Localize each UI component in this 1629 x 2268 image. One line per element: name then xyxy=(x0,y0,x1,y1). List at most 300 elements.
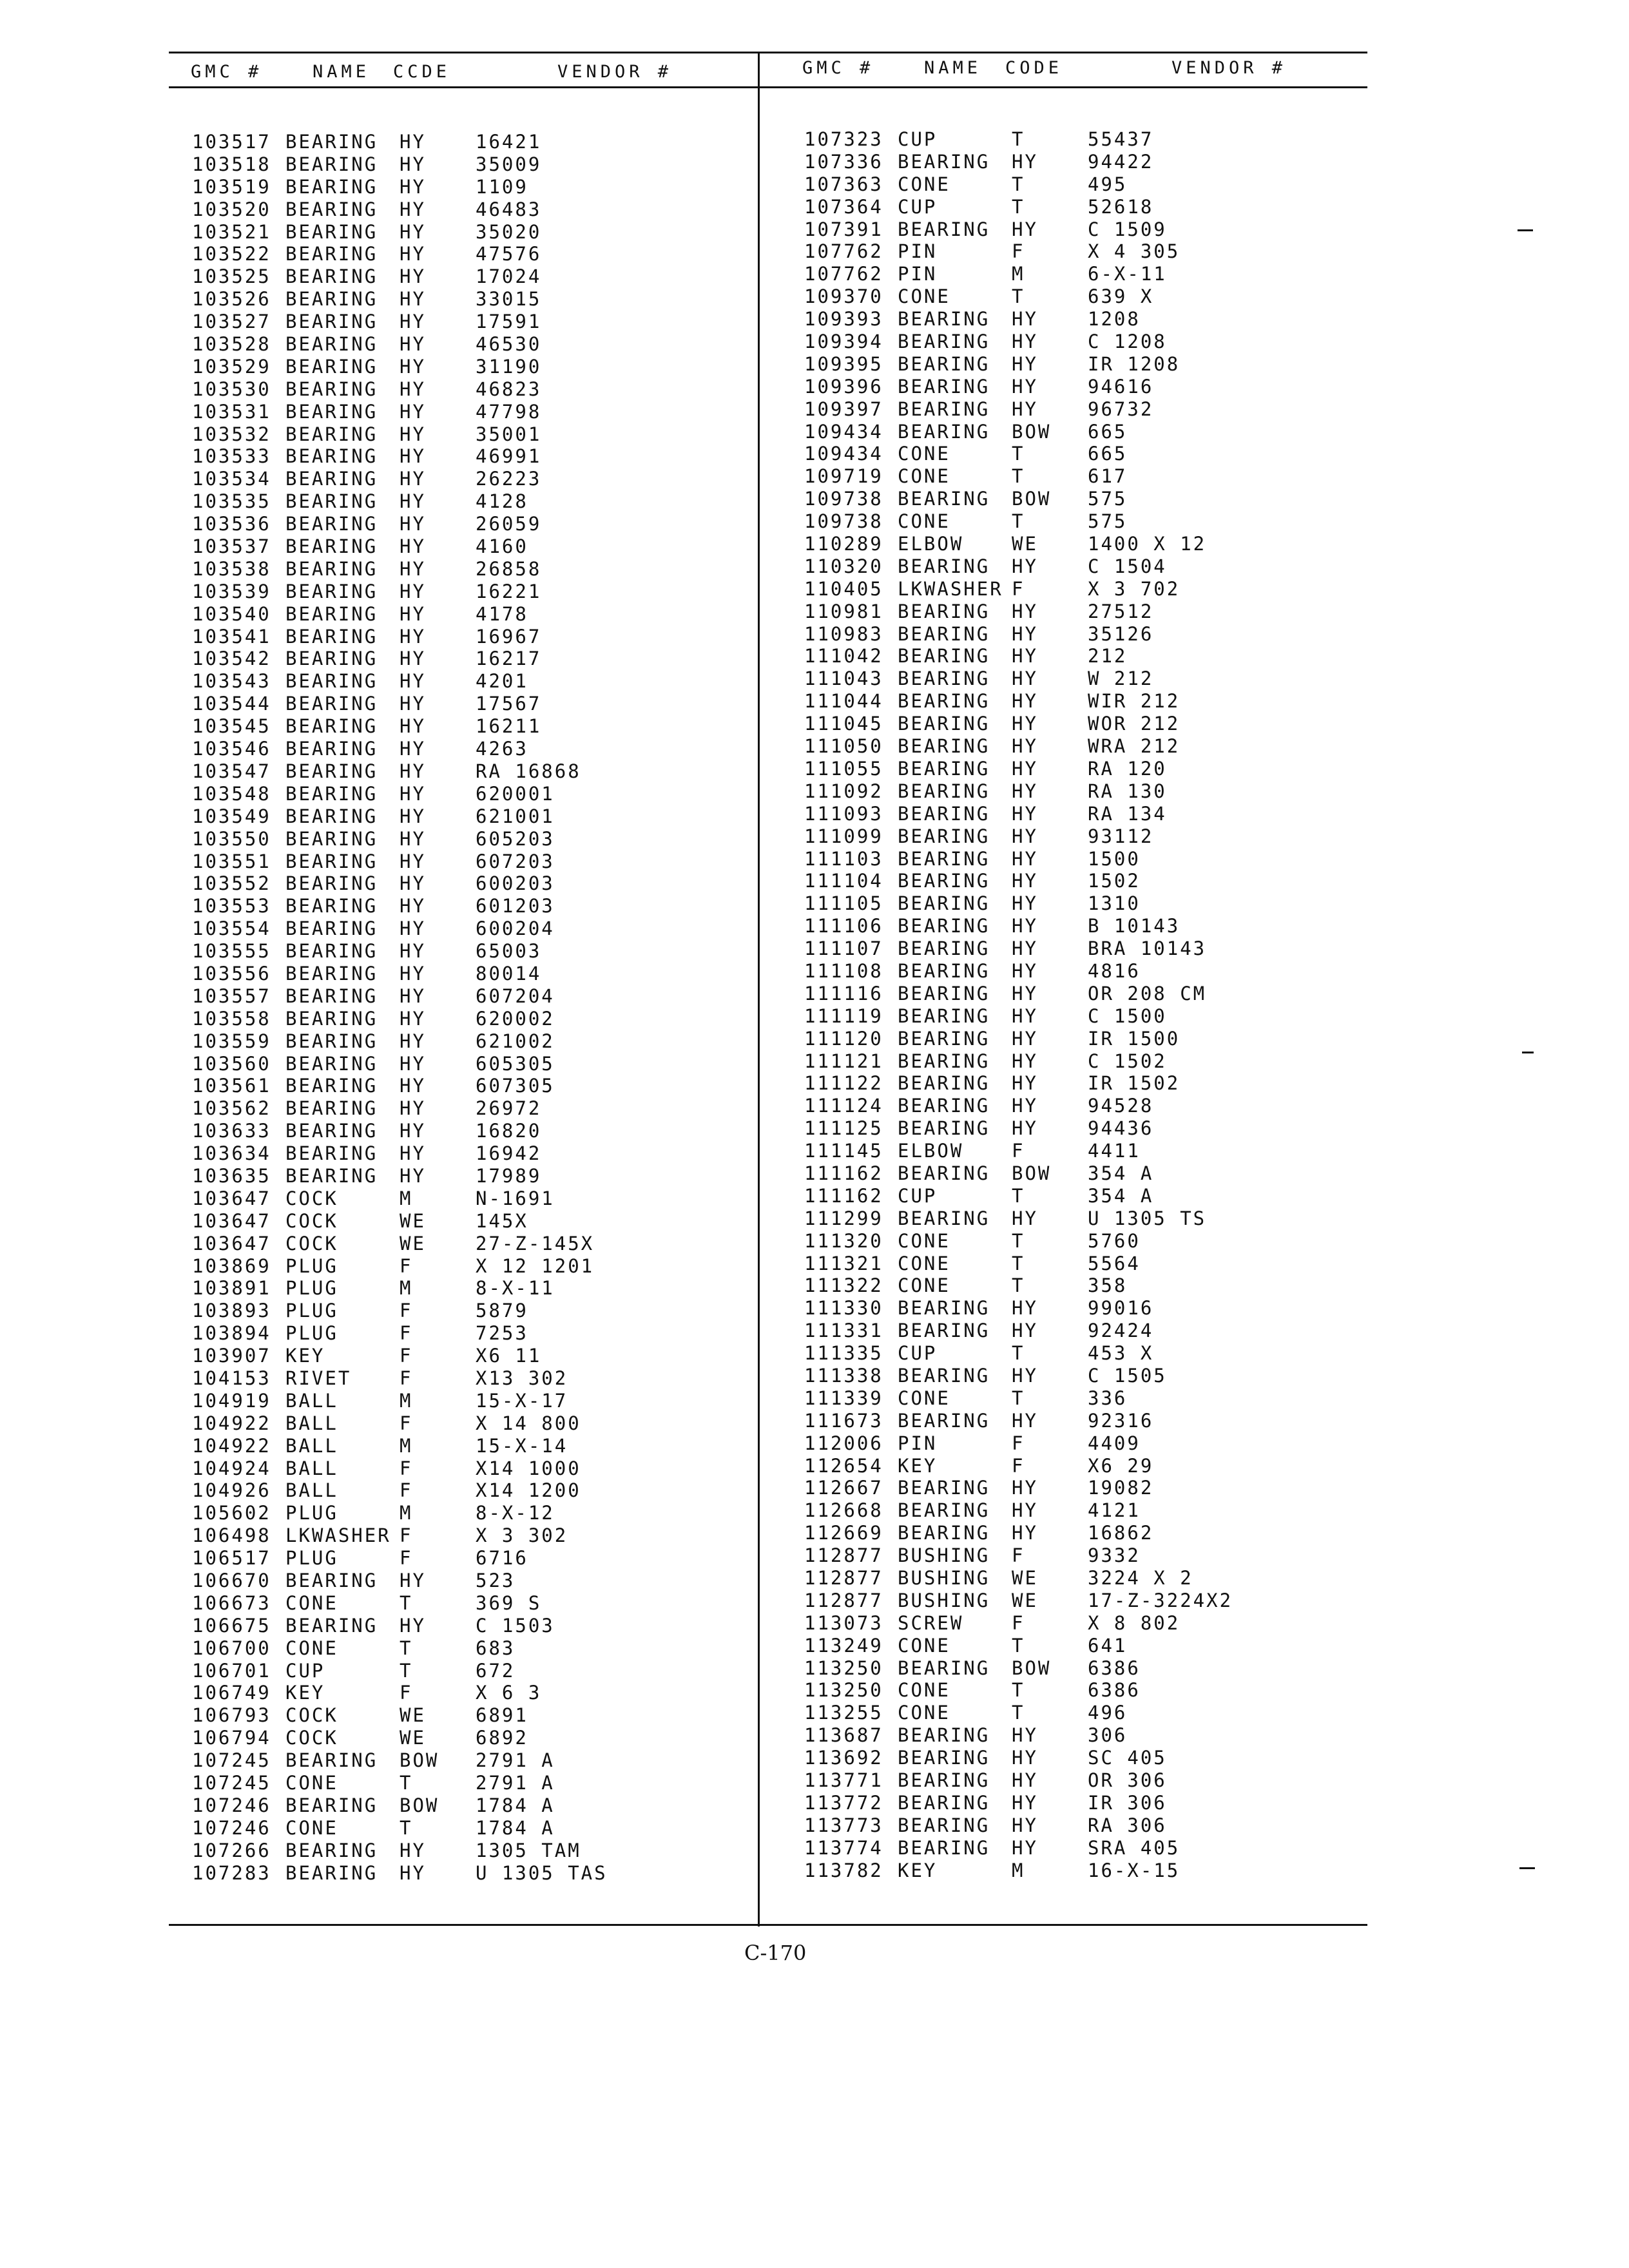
cell-gmc: 111335 xyxy=(804,1342,883,1365)
cell-name: KEY xyxy=(898,1454,938,1477)
cell-gmc: 111116 xyxy=(804,982,883,1004)
cell-code: HY xyxy=(1012,1769,1038,1792)
cell-code: F xyxy=(400,1457,413,1479)
cell-gmc: 110983 xyxy=(804,622,883,645)
cell-name: BEARING xyxy=(898,825,990,847)
cell-vendor: X 4 305 xyxy=(1088,240,1181,263)
cell-vendor: 523 xyxy=(476,1570,516,1591)
cell-gmc: 103533 xyxy=(192,445,271,468)
cell-code: HY xyxy=(400,400,426,423)
cell-vendor: 4178 xyxy=(476,602,528,625)
cell-name: BEARING xyxy=(285,760,378,782)
cell-code: HY xyxy=(400,625,426,648)
cell-code: F xyxy=(400,1479,413,1502)
cell-gmc: 103520 xyxy=(192,198,271,220)
cell-name: BUSHING xyxy=(898,1544,990,1567)
cell-vendor: 354 A xyxy=(1088,1162,1154,1184)
cell-code: HY xyxy=(400,602,426,625)
cell-code: HY xyxy=(400,1861,426,1884)
cell-vendor: RA 130 xyxy=(1088,780,1167,802)
cell-gmc: 104922 xyxy=(192,1434,271,1457)
cell-name: BEARING xyxy=(285,131,378,153)
cell-gmc: 109738 xyxy=(804,510,883,533)
cell-vendor: OR 306 xyxy=(1088,1769,1167,1792)
cell-vendor: RA 306 xyxy=(1088,1814,1167,1836)
cell-gmc: 103534 xyxy=(192,468,271,490)
cell-vendor: 7253 xyxy=(476,1322,528,1345)
cell-code: HY xyxy=(400,962,426,985)
cell-gmc: 106793 xyxy=(192,1704,271,1727)
cell-name: BEARING xyxy=(898,1320,990,1342)
cell-vendor: 5564 xyxy=(1088,1252,1141,1274)
cell-gmc: 107245 xyxy=(192,1772,271,1794)
cell-vendor: 145X xyxy=(476,1209,528,1232)
cell-code: T xyxy=(1012,1184,1025,1207)
cell-gmc: 113772 xyxy=(804,1791,883,1814)
cell-vendor: 35020 xyxy=(476,220,542,243)
cell-name: BEARING xyxy=(898,1004,990,1027)
cell-vendor: 99016 xyxy=(1088,1297,1154,1320)
cell-vendor: 47576 xyxy=(476,243,542,265)
cell-name: CUP xyxy=(898,1184,938,1207)
cell-code: WE xyxy=(400,1209,426,1232)
cell-vendor: 1208 xyxy=(1088,308,1141,331)
bottom-rule xyxy=(169,1924,1367,1926)
cell-vendor: 31190 xyxy=(476,355,542,378)
cell-name: BEARING xyxy=(285,1164,378,1187)
cell-code: T xyxy=(400,1591,413,1614)
cell-gmc: 103539 xyxy=(192,580,271,602)
cell-name: ELBOW xyxy=(898,1140,964,1162)
cell-gmc: 103891 xyxy=(192,1277,271,1300)
cell-name: COCK xyxy=(285,1727,338,1749)
cell-name: BEARING xyxy=(285,940,378,963)
cell-code: HY xyxy=(1012,1004,1038,1027)
cell-gmc: 112006 xyxy=(804,1432,883,1454)
cell-name: BEARING xyxy=(285,1075,378,1097)
cell-code: T xyxy=(400,1816,413,1839)
cell-vendor: 605305 xyxy=(476,1052,555,1075)
cell-vendor: 575 xyxy=(1088,510,1128,533)
cell-code: BOW xyxy=(1012,1162,1052,1184)
cell-vendor: 16820 xyxy=(476,1120,542,1142)
cell-name: CONE xyxy=(898,510,950,533)
cell-gmc: 113249 xyxy=(804,1634,883,1657)
cell-gmc: 112667 xyxy=(804,1477,883,1499)
cell-vendor: 94422 xyxy=(1088,150,1154,173)
cell-code: HY xyxy=(400,1164,426,1187)
cell-name: BEARING xyxy=(285,1614,378,1637)
cell-gmc: 103546 xyxy=(192,738,271,760)
cell-name: BUSHING xyxy=(898,1589,990,1611)
cell-gmc: 106700 xyxy=(192,1637,271,1659)
cell-code: HY xyxy=(1012,398,1038,420)
cell-name: BALL xyxy=(285,1479,338,1502)
cell-code: WE xyxy=(1012,533,1038,555)
cell-gmc: 107246 xyxy=(192,1794,271,1816)
cell-gmc: 106673 xyxy=(192,1591,271,1614)
cell-gmc: 103552 xyxy=(192,872,271,895)
cell-code: HY xyxy=(1012,555,1038,577)
cell-name: PIN xyxy=(898,1432,938,1454)
cell-code: HY xyxy=(400,243,426,265)
cell-vendor: C 1500 xyxy=(1088,1004,1167,1027)
cell-code: HY xyxy=(1012,915,1038,937)
cell-vendor: 26223 xyxy=(476,468,542,490)
cell-gmc: 103549 xyxy=(192,805,271,827)
cell-name: BEARING xyxy=(285,648,378,670)
cell-gmc: 103633 xyxy=(192,1120,271,1142)
cell-code: T xyxy=(400,1659,413,1682)
cell-code: HY xyxy=(1012,1117,1038,1140)
cell-code: HY xyxy=(400,805,426,827)
cell-gmc: 111673 xyxy=(804,1409,883,1432)
cell-vendor: 4411 xyxy=(1088,1140,1141,1162)
cell-code: HY xyxy=(1012,1747,1038,1769)
header-name-left: NAME xyxy=(313,62,371,82)
cell-code: HY xyxy=(1012,1477,1038,1499)
cell-name: BEARING xyxy=(898,1364,990,1387)
cell-name: BEARING xyxy=(898,420,990,443)
cell-gmc: 106517 xyxy=(192,1547,271,1570)
cell-vendor: 1310 xyxy=(1088,892,1141,915)
cell-vendor: C 1208 xyxy=(1088,331,1167,353)
cell-code: HY xyxy=(1012,1791,1038,1814)
cell-vendor: 495 xyxy=(1088,173,1128,195)
cell-name: CONE xyxy=(898,1252,950,1274)
header-vendor-right: VENDOR # xyxy=(1171,58,1287,78)
cell-gmc: 109434 xyxy=(804,443,883,465)
cell-gmc: 103522 xyxy=(192,243,271,265)
cell-gmc: 109397 xyxy=(804,398,883,420)
cell-vendor: 17567 xyxy=(476,693,542,715)
cell-code: HY xyxy=(400,131,426,153)
cell-code: HY xyxy=(400,872,426,895)
cell-vendor: RA 134 xyxy=(1088,802,1167,825)
cell-gmc: 107246 xyxy=(192,1816,271,1839)
cell-vendor: 35001 xyxy=(476,423,542,445)
cell-vendor: 665 xyxy=(1088,443,1128,465)
cell-vendor: 16421 xyxy=(476,131,542,153)
cell-code: F xyxy=(1012,1432,1025,1454)
cell-gmc: 111330 xyxy=(804,1297,883,1320)
cell-gmc: 110405 xyxy=(804,577,883,600)
cell-gmc: 111042 xyxy=(804,645,883,668)
margin-tick xyxy=(1519,1867,1535,1869)
cell-name: BEARING xyxy=(898,1747,990,1769)
cell-name: BEARING xyxy=(285,423,378,445)
cell-name: BEARING xyxy=(898,1791,990,1814)
cell-gmc: 103551 xyxy=(192,850,271,872)
cell-vendor: 35009 xyxy=(476,153,542,175)
cell-vendor: 601203 xyxy=(476,895,555,918)
cell-vendor: C 1502 xyxy=(1088,1050,1167,1072)
cell-name: BEARING xyxy=(285,1570,378,1591)
header-code-left: CCDE xyxy=(393,62,451,82)
cell-gmc: 104919 xyxy=(192,1389,271,1412)
cell-vendor: 4409 xyxy=(1088,1432,1141,1454)
cell-vendor: X 14 800 xyxy=(476,1412,581,1434)
cell-name: KEY xyxy=(285,1682,325,1704)
cell-vendor: 639 X xyxy=(1088,285,1154,308)
cell-code: T xyxy=(1012,1274,1025,1297)
cell-code: T xyxy=(1012,1679,1025,1702)
cell-code: WE xyxy=(400,1232,426,1254)
cell-vendor: 1502 xyxy=(1088,870,1141,892)
cell-vendor: 9332 xyxy=(1088,1544,1141,1567)
cell-vendor: 453 X xyxy=(1088,1342,1154,1365)
cell-gmc: 103537 xyxy=(192,535,271,558)
cell-code: HY xyxy=(400,1570,426,1591)
cell-name: BEARING xyxy=(898,1072,990,1095)
cell-name: BEARING xyxy=(898,1522,990,1544)
cell-gmc: 113687 xyxy=(804,1724,883,1747)
header-code-right: CODE xyxy=(1005,58,1063,78)
cell-code: HY xyxy=(1012,308,1038,331)
cell-vendor: IR 1502 xyxy=(1088,1072,1181,1095)
cell-vendor: 672 xyxy=(476,1659,516,1682)
cell-vendor: BRA 10143 xyxy=(1088,937,1207,960)
cell-vendor: 212 xyxy=(1088,645,1128,668)
cell-name: COCK xyxy=(285,1704,338,1727)
cell-gmc: 111055 xyxy=(804,757,883,780)
cell-vendor: 336 xyxy=(1088,1387,1128,1409)
cell-vendor: SRA 405 xyxy=(1088,1836,1181,1859)
cell-gmc: 106498 xyxy=(192,1524,271,1547)
cell-code: HY xyxy=(400,445,426,468)
cell-code: HY xyxy=(400,670,426,693)
cell-vendor: X6 29 xyxy=(1088,1454,1154,1477)
cell-code: HY xyxy=(400,220,426,243)
cell-name: BEARING xyxy=(285,738,378,760)
cell-code: T xyxy=(1012,1387,1025,1409)
cell-vendor: 4201 xyxy=(476,670,528,693)
cell-gmc: 103529 xyxy=(192,355,271,378)
cell-vendor: 1109 xyxy=(476,175,528,198)
cell-code: M xyxy=(400,1277,413,1300)
cell-vendor: 4263 xyxy=(476,738,528,760)
cell-code: F xyxy=(400,1547,413,1570)
cell-code: HY xyxy=(1012,1027,1038,1050)
cell-code: BOW xyxy=(400,1794,439,1816)
cell-code: HY xyxy=(400,490,426,513)
cell-vendor: 8-X-11 xyxy=(476,1277,555,1300)
cell-gmc: 103562 xyxy=(192,1097,271,1120)
cell-code: HY xyxy=(400,940,426,963)
cell-name: BEARING xyxy=(898,690,990,713)
cell-gmc: 106794 xyxy=(192,1727,271,1749)
cell-name: BEARING xyxy=(898,735,990,758)
cell-gmc: 110289 xyxy=(804,533,883,555)
cell-vendor: 17989 xyxy=(476,1164,542,1187)
cell-code: WE xyxy=(1012,1567,1038,1589)
cell-code: T xyxy=(1012,510,1025,533)
cell-gmc: 111124 xyxy=(804,1095,883,1117)
cell-vendor: 26858 xyxy=(476,557,542,580)
cell-vendor: 620002 xyxy=(476,1007,555,1030)
cell-code: HY xyxy=(400,850,426,872)
cell-name: BEARING xyxy=(285,265,378,288)
cell-gmc: 106670 xyxy=(192,1570,271,1591)
cell-name: LKWASHER xyxy=(285,1524,391,1547)
cell-vendor: 94616 xyxy=(1088,375,1154,398)
cell-code: M xyxy=(1012,1859,1025,1881)
cell-code: F xyxy=(400,1322,413,1345)
cell-vendor: 55437 xyxy=(1088,128,1154,150)
cell-code: F xyxy=(400,1682,413,1704)
cell-code: HY xyxy=(1012,1836,1038,1859)
cell-vendor: N-1691 xyxy=(476,1187,555,1209)
cell-code: HY xyxy=(1012,375,1038,398)
cell-gmc: 111050 xyxy=(804,735,883,758)
cell-vendor: 16217 xyxy=(476,648,542,670)
cell-vendor: X 8 802 xyxy=(1088,1611,1181,1634)
cell-code: HY xyxy=(1012,331,1038,353)
cell-code: HY xyxy=(1012,959,1038,982)
cell-name: BEARING xyxy=(898,488,990,510)
cell-vendor: 617 xyxy=(1088,465,1128,488)
cell-name: BEARING xyxy=(285,1839,378,1861)
cell-code: HY xyxy=(1012,1072,1038,1095)
cell-gmc: 111106 xyxy=(804,915,883,937)
cell-name: BEARING xyxy=(898,1050,990,1072)
cell-code: BOW xyxy=(1012,488,1052,510)
cell-vendor: WIR 212 xyxy=(1088,690,1181,713)
cell-name: CONE xyxy=(898,1679,950,1702)
cell-vendor: 16211 xyxy=(476,715,542,738)
cell-gmc: 111162 xyxy=(804,1162,883,1184)
cell-gmc: 111299 xyxy=(804,1207,883,1229)
cell-gmc: 111108 xyxy=(804,959,883,982)
cell-vendor: 2791 A xyxy=(476,1772,555,1794)
cell-gmc: 103538 xyxy=(192,557,271,580)
cell-vendor: 5879 xyxy=(476,1300,528,1322)
cell-name: BEARING xyxy=(285,153,378,175)
cell-code: F xyxy=(400,1367,413,1389)
cell-vendor: 96732 xyxy=(1088,398,1154,420)
cell-code: HY xyxy=(400,175,426,198)
cell-name: BEARING xyxy=(285,513,378,535)
cell-code: HY xyxy=(400,715,426,738)
cell-name: BEARING xyxy=(285,782,378,805)
cell-gmc: 103548 xyxy=(192,782,271,805)
cell-vendor: 4128 xyxy=(476,490,528,513)
cell-name: BEARING xyxy=(285,557,378,580)
cell-vendor: 600203 xyxy=(476,872,555,895)
cell-gmc: 103521 xyxy=(192,220,271,243)
cell-vendor: 6891 xyxy=(476,1704,528,1727)
cell-vendor: C 1505 xyxy=(1088,1364,1167,1387)
cell-vendor: 52618 xyxy=(1088,195,1154,218)
cell-gmc: 103561 xyxy=(192,1075,271,1097)
cell-code: F xyxy=(1012,577,1025,600)
cell-gmc: 109395 xyxy=(804,352,883,375)
cell-code: HY xyxy=(400,738,426,760)
cell-vendor: C 1503 xyxy=(476,1614,555,1637)
cell-name: BEARING xyxy=(285,872,378,895)
cell-name: BEARING xyxy=(285,580,378,602)
cell-gmc: 112654 xyxy=(804,1454,883,1477)
cell-name: BUSHING xyxy=(898,1567,990,1589)
cell-name: BEARING xyxy=(285,243,378,265)
cell-name: BEARING xyxy=(898,1657,990,1679)
cell-code: HY xyxy=(400,648,426,670)
cell-name: BEARING xyxy=(898,915,990,937)
cell-vendor: 17024 xyxy=(476,265,542,288)
cell-vendor: 35126 xyxy=(1088,622,1154,645)
cell-gmc: 112877 xyxy=(804,1544,883,1567)
cell-name: BEARING xyxy=(285,220,378,243)
cell-code: T xyxy=(400,1637,413,1659)
cell-code: HY xyxy=(400,1839,426,1861)
cell-vendor: 16862 xyxy=(1088,1522,1154,1544)
cell-vendor: RA 120 xyxy=(1088,757,1167,780)
cell-name: BEARING xyxy=(898,1027,990,1050)
cell-vendor: 6716 xyxy=(476,1547,528,1570)
cell-gmc: 109738 xyxy=(804,488,883,510)
cell-name: BEARING xyxy=(898,1836,990,1859)
cell-name: CUP xyxy=(285,1659,325,1682)
cell-gmc: 103532 xyxy=(192,423,271,445)
cell-name: BEARING xyxy=(285,985,378,1007)
cell-name: PIN xyxy=(898,263,938,285)
cell-gmc: 103541 xyxy=(192,625,271,648)
cell-vendor: 94436 xyxy=(1088,1117,1154,1140)
cell-code: HY xyxy=(400,333,426,356)
cell-code: F xyxy=(400,1254,413,1277)
cell-name: BALL xyxy=(285,1434,338,1457)
cell-gmc: 103540 xyxy=(192,602,271,625)
cell-vendor: 46823 xyxy=(476,378,542,400)
cell-vendor: X14 1000 xyxy=(476,1457,581,1479)
cell-gmc: 111099 xyxy=(804,825,883,847)
cell-name: BEARING xyxy=(898,1207,990,1229)
cell-vendor: 4121 xyxy=(1088,1499,1141,1522)
cell-vendor: 621002 xyxy=(476,1030,555,1052)
cell-gmc: 103893 xyxy=(192,1300,271,1322)
cell-vendor: X14 1200 xyxy=(476,1479,581,1502)
cell-gmc: 111044 xyxy=(804,690,883,713)
cell-code: F xyxy=(400,1412,413,1434)
cell-vendor: W 212 xyxy=(1088,668,1154,690)
cell-gmc: 111125 xyxy=(804,1117,883,1140)
cell-gmc: 104922 xyxy=(192,1412,271,1434)
cell-code: HY xyxy=(400,513,426,535)
cell-code: F xyxy=(1012,1454,1025,1477)
cell-vendor: 1500 xyxy=(1088,847,1141,870)
cell-code: HY xyxy=(400,1120,426,1142)
cell-vendor: X6 11 xyxy=(476,1345,542,1367)
cell-vendor: 92316 xyxy=(1088,1409,1154,1432)
cell-gmc: 111121 xyxy=(804,1050,883,1072)
cell-vendor: 6892 xyxy=(476,1727,528,1749)
cell-gmc: 111119 xyxy=(804,1004,883,1027)
cell-code: M xyxy=(400,1434,413,1457)
cell-gmc: 109394 xyxy=(804,331,883,353)
cell-vendor: 92424 xyxy=(1088,1320,1154,1342)
cell-gmc: 111104 xyxy=(804,870,883,892)
cell-name: RIVET xyxy=(285,1367,352,1389)
cell-gmc: 103557 xyxy=(192,985,271,1007)
cell-gmc: 112877 xyxy=(804,1567,883,1589)
cell-code: HY xyxy=(1012,825,1038,847)
cell-code: F xyxy=(400,1300,413,1322)
cell-name: BEARING xyxy=(285,535,378,558)
cell-name: BEARING xyxy=(898,780,990,802)
cell-name: BEARING xyxy=(898,645,990,668)
cell-vendor: 3224 X 2 xyxy=(1088,1567,1193,1589)
cell-vendor: U 1305 TS xyxy=(1088,1207,1207,1229)
